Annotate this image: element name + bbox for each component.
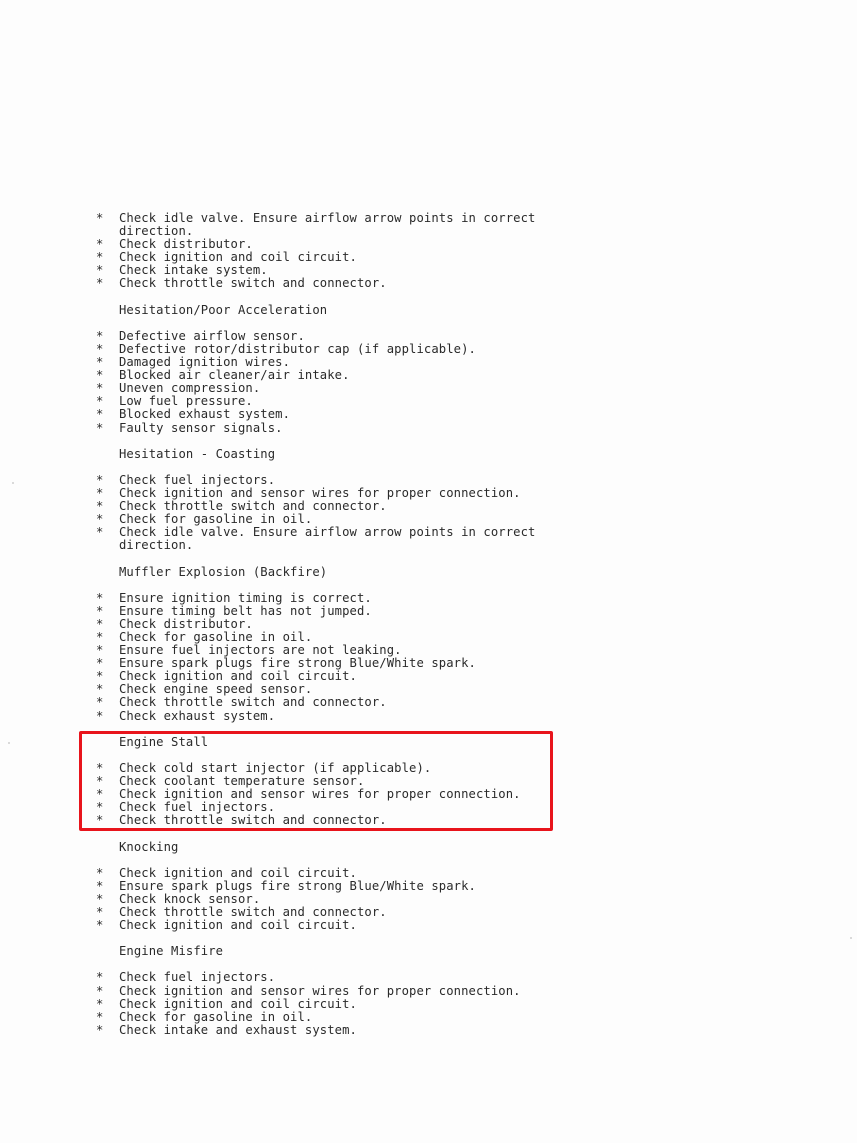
bullet-marker: * bbox=[96, 341, 104, 356]
bullet-marker: * bbox=[96, 407, 104, 422]
bullet-marker: * bbox=[96, 381, 104, 396]
spacer bbox=[94, 552, 594, 565]
list-item bbox=[94, 277, 594, 290]
bullet-marker: * bbox=[96, 237, 104, 252]
list-item bbox=[94, 971, 594, 984]
list-item-text: Check ignition and coil circuit. bbox=[119, 669, 357, 684]
list-item-text: Check ignition and sensor wires for proper connection. bbox=[119, 983, 521, 998]
bullet-marker: * bbox=[96, 603, 104, 618]
list-item bbox=[94, 1011, 594, 1024]
list-item-text: Defective rotor/distributor cap (if applicable). bbox=[119, 341, 476, 356]
bullet-marker: * bbox=[96, 1022, 104, 1037]
list-item-text: Check throttle switch and connector. bbox=[119, 813, 387, 828]
bullet-marker: * bbox=[96, 263, 104, 278]
list-item bbox=[94, 998, 594, 1011]
bullet-marker: * bbox=[96, 499, 104, 514]
section-heading: Knocking bbox=[119, 839, 179, 854]
list-item-text: Ensure spark plugs fire strong Blue/White spark. bbox=[119, 878, 476, 893]
list-item bbox=[94, 605, 594, 618]
troubleshooting-list bbox=[94, 212, 594, 1037]
highlight-box-engine-stall bbox=[79, 731, 553, 831]
list-item-text: Low fuel pressure. bbox=[119, 394, 253, 409]
list-item-text: Check for gasoline in oil. bbox=[119, 630, 313, 644]
bullet-marker: * bbox=[96, 865, 104, 880]
bullet-marker: * bbox=[96, 250, 104, 265]
list-item-text: direction. bbox=[119, 538, 194, 553]
bullet-marker: * bbox=[96, 774, 104, 789]
bullet-marker: * bbox=[96, 878, 104, 893]
section-heading: Muffler Explosion (Backfire) bbox=[119, 564, 328, 579]
list-item-text: Check ignition and sensor wires for proper connection. bbox=[119, 787, 521, 802]
bullet-marker: * bbox=[96, 590, 104, 605]
bullet-marker: * bbox=[96, 708, 104, 723]
spacer bbox=[94, 579, 594, 592]
scan-speck bbox=[850, 937, 852, 939]
list-item-text: Check exhaust system. bbox=[119, 708, 276, 723]
bullet-marker: * bbox=[96, 695, 104, 710]
bullet-marker: * bbox=[96, 800, 104, 815]
list-item-text: Check intake system. bbox=[119, 263, 268, 278]
list-item-text: Check fuel injectors. bbox=[119, 472, 276, 487]
list-item-text: Uneven compression. bbox=[119, 381, 261, 396]
list-item-text: Check for gasoline in oil. bbox=[119, 512, 313, 527]
list-item-text: Check throttle switch and connector. bbox=[119, 499, 387, 514]
list-item bbox=[94, 867, 594, 880]
list-item-text: Blocked exhaust system. bbox=[119, 407, 291, 422]
bullet-marker: * bbox=[96, 512, 104, 527]
list-item bbox=[94, 919, 594, 932]
list-item-text: Check ignition and sensor wires for proper connection. bbox=[119, 485, 521, 500]
bullet-marker: * bbox=[96, 970, 104, 985]
section-heading: Engine Misfire bbox=[119, 944, 224, 959]
spacer bbox=[94, 291, 594, 304]
list-item bbox=[94, 696, 594, 709]
bullet-marker bbox=[94, 539, 119, 552]
bullet-marker: * bbox=[96, 211, 104, 225]
scan-speck bbox=[8, 742, 10, 744]
list-item-text: Check throttle switch and connector. bbox=[119, 904, 387, 919]
list-item-text: Check fuel injectors. bbox=[119, 800, 276, 815]
spacer bbox=[94, 461, 594, 474]
bullet-marker: * bbox=[96, 760, 104, 775]
list-item bbox=[94, 330, 594, 343]
list-item-text: Check engine speed sensor. bbox=[119, 682, 313, 697]
list-item-text: Blocked air cleaner/air intake. bbox=[119, 368, 350, 383]
bullet-marker: * bbox=[96, 1009, 104, 1024]
list-item-text: Check ignition and coil circuit. bbox=[119, 865, 357, 880]
bullet-marker: * bbox=[96, 656, 104, 671]
list-item-text: Check cold start injector (if applicable). bbox=[119, 760, 432, 775]
list-item-text: Check ignition and coil circuit. bbox=[119, 996, 357, 1011]
list-item-text: Check ignition and coil circuit. bbox=[119, 918, 357, 933]
bullet-marker: * bbox=[96, 355, 104, 370]
spacer bbox=[94, 435, 594, 448]
list-item-text: Check ignition and coil circuit. bbox=[119, 250, 357, 265]
list-item-text: Check distributor. bbox=[119, 616, 253, 631]
spacer bbox=[94, 317, 594, 330]
bullet-marker: * bbox=[96, 630, 104, 644]
bullet-marker: * bbox=[96, 525, 104, 540]
list-item-text: Ensure ignition timing is correct. bbox=[119, 590, 372, 605]
list-item-text: Faulty sensor signals. bbox=[119, 420, 283, 435]
list-item bbox=[94, 880, 594, 893]
list-item-text: direction. bbox=[119, 224, 194, 239]
bullet-marker: * bbox=[96, 485, 104, 500]
list-item bbox=[94, 539, 594, 552]
bullet-marker: * bbox=[96, 787, 104, 802]
bullet-marker: * bbox=[96, 368, 104, 383]
list-item-text: Check intake and exhaust system. bbox=[119, 1022, 357, 1037]
bullet-marker: * bbox=[96, 394, 104, 409]
list-item bbox=[94, 408, 594, 421]
list-item bbox=[94, 422, 594, 435]
bullet-marker: * bbox=[96, 276, 104, 291]
section-heading: Hesitation - Coasting bbox=[119, 446, 276, 461]
list-item-text: Defective airflow sensor. bbox=[119, 328, 305, 343]
bullet-marker: * bbox=[96, 983, 104, 998]
bullet-marker: * bbox=[96, 472, 104, 487]
list-item bbox=[94, 592, 594, 605]
list-item bbox=[94, 474, 594, 487]
section-heading: Hesitation/Poor Acceleration bbox=[119, 302, 328, 317]
list-item-text: Damaged ignition wires. bbox=[119, 355, 291, 370]
list-item-text: Check idle valve. Ensure airflow arrow points in correct bbox=[119, 525, 536, 540]
section-heading: Engine Stall bbox=[119, 734, 209, 749]
list-item-text: Check distributor. bbox=[119, 237, 253, 252]
list-item bbox=[94, 710, 594, 723]
list-item-text: Check throttle switch and connector. bbox=[119, 695, 387, 710]
list-item-text: Check throttle switch and connector. bbox=[119, 276, 387, 291]
bullet-marker: * bbox=[96, 813, 104, 828]
bullet-marker: * bbox=[96, 420, 104, 435]
list-item-text: Ensure fuel injectors are not leaking. bbox=[119, 643, 402, 658]
list-item-text: Check idle valve. Ensure airflow arrow points in correct bbox=[119, 211, 536, 225]
bullet-marker: * bbox=[96, 682, 104, 697]
list-item-text: Check knock sensor. bbox=[119, 891, 261, 906]
spacer bbox=[94, 854, 594, 867]
bullet-marker: * bbox=[96, 328, 104, 343]
list-item-text: Check for gasoline in oil. bbox=[119, 1009, 313, 1024]
list-item-text: Ensure spark plugs fire strong Blue/White spark. bbox=[119, 656, 476, 671]
bullet-marker: * bbox=[96, 904, 104, 919]
bullet-marker: * bbox=[96, 996, 104, 1011]
list-item bbox=[94, 893, 594, 906]
bullet-marker: * bbox=[96, 891, 104, 906]
list-item bbox=[94, 985, 594, 998]
bullet-marker: * bbox=[96, 616, 104, 631]
scan-speck bbox=[12, 482, 14, 484]
bullet-marker: * bbox=[96, 918, 104, 933]
bullet-marker: * bbox=[96, 669, 104, 684]
bullet-marker: * bbox=[96, 643, 104, 658]
list-item-text: Check fuel injectors. bbox=[119, 970, 276, 985]
list-item-text: Ensure timing belt has not jumped. bbox=[119, 603, 372, 618]
list-item-text: Check coolant temperature sensor. bbox=[119, 774, 365, 789]
list-item bbox=[94, 1024, 594, 1037]
